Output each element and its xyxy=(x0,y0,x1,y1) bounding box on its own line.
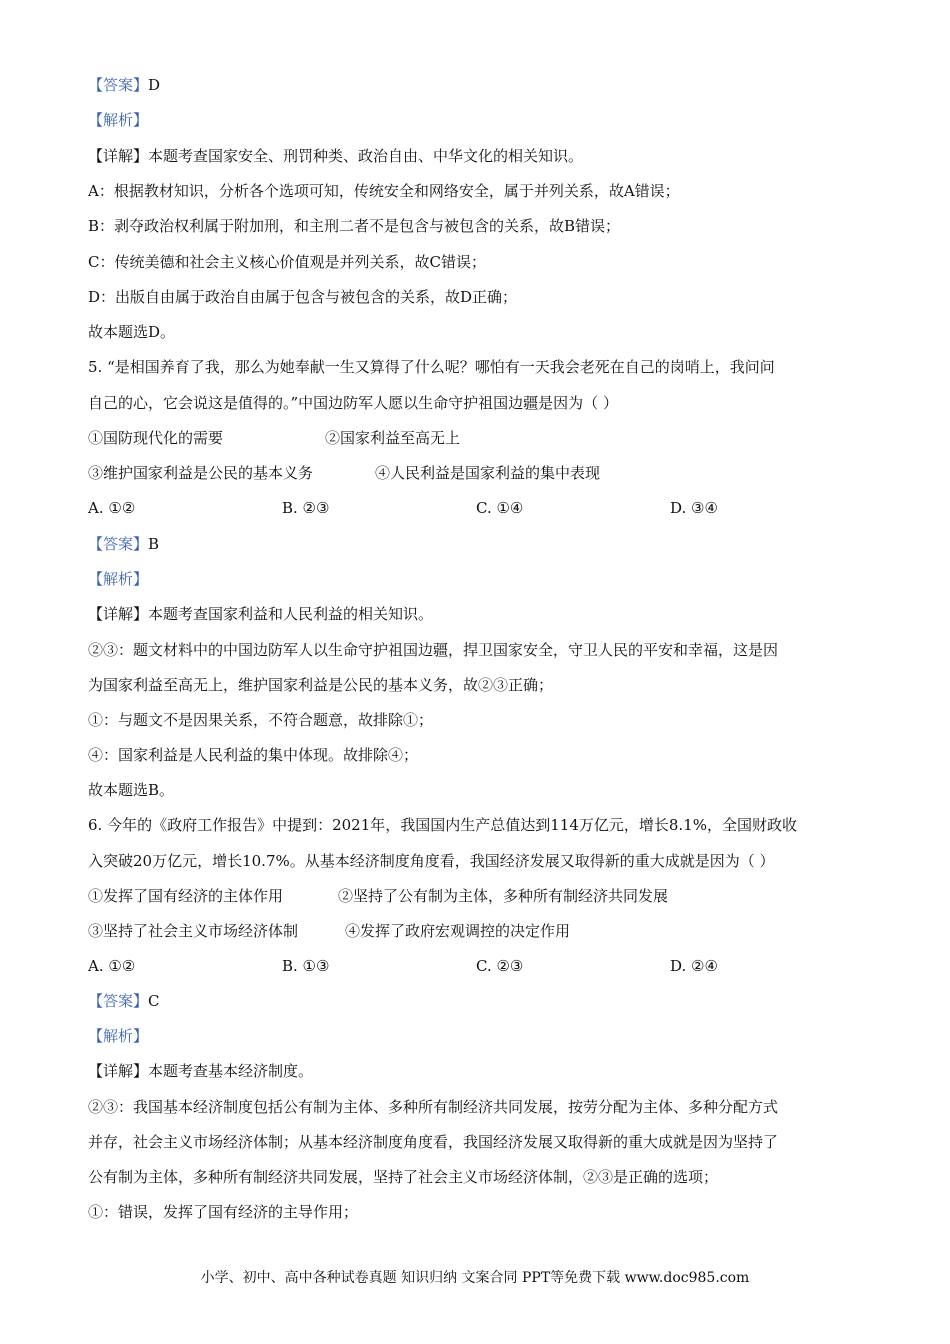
answer-value: D xyxy=(148,76,161,94)
detail-text: 本题考查基本经济制度。 xyxy=(148,1062,314,1080)
question-6-stem: 入突破20万亿元，增长10.7%。从基本经济制度角度看，我国经济发展又取得新的重大成就是因为（ ） xyxy=(88,852,775,870)
explanation-line: A：根据教材知识，分析各个选项可知，传统安全和网络安全，属于并列关系，故A错误； xyxy=(88,182,680,200)
detail-line xyxy=(88,604,433,624)
answer-tag: 【答案】 xyxy=(88,992,149,1010)
page-footer: 小学、初中、高中各种试卷真题 知识归纳 文案合同 PPT等免费下载 www.doc985.com xyxy=(200,1270,750,1286)
detail-line xyxy=(88,1061,313,1081)
option-a: A. ①② xyxy=(88,499,136,517)
question-6-items-row xyxy=(88,886,669,906)
option-b: B. ①③ xyxy=(282,957,330,975)
question-5-items-row xyxy=(88,463,601,483)
explanation-line: 并存，社会主义市场经济体制；从基本经济制度角度看，我国经济发展又取得新的重大成就是因为坚持了 xyxy=(88,1133,779,1151)
question-item: ③维护国家利益是公民的基本义务 xyxy=(88,464,314,482)
option-d: D. ③④ xyxy=(670,499,718,517)
explanation-line: ①：错误，发挥了国有经济的主导作用； xyxy=(88,1203,359,1221)
answer-tag: 【答案】 xyxy=(88,76,149,94)
explanation-line: B：剥夺政治权利属于附加刑，和主刑二者不是包含与被包含的关系，故B错误； xyxy=(88,217,621,235)
detail-tag: 【详解】 xyxy=(88,1062,149,1080)
question-5-stem: 5. “是相国养育了我，那么为她奉献一生又算得了什么呢？哪怕有一天我会老死在自己的岗哨上，我问问 xyxy=(88,358,775,376)
question-6-items-row xyxy=(88,921,571,941)
option-a: A. ①② xyxy=(88,957,136,975)
question-item: ②国家利益至高无上 xyxy=(325,429,461,447)
question-item: ①国防现代化的需要 xyxy=(88,429,224,447)
explanation-line: 公有制为主体，多种所有制经济共同发展，坚持了社会主义市场经济体制，②③是正确的选项； xyxy=(88,1168,719,1186)
conclusion-line: 故本题选D。 xyxy=(88,323,176,341)
explanation-line: ②③：题文材料中的中国边防军人以生命守护祖国边疆，捍卫国家安全，守卫人民的平安和幸福，这是因 xyxy=(88,641,779,659)
detail-tag: 【详解】 xyxy=(88,605,149,623)
question-6-stem: 6. 今年的《政府工作报告》中提到：2021年，我国国内生产总值达到114万亿元，增长8.1%，全国财政收 xyxy=(88,816,797,834)
analysis-tag: 【解析】 xyxy=(88,111,149,129)
answer-value: C xyxy=(148,992,160,1010)
explanation-line: D：出版自由属于政治自由属于包含与被包含的关系，故D正确； xyxy=(88,288,518,306)
detail-text: 本题考查国家安全、刑罚种类、政治自由、中华文化的相关知识。 xyxy=(148,147,584,165)
question-item: ④发挥了政府宏观调控的决定作用 xyxy=(345,922,571,940)
answer-value: B xyxy=(148,535,160,553)
option-c: C. ②③ xyxy=(476,957,524,975)
detail-tag: 【详解】 xyxy=(88,147,149,165)
detail-text: 本题考查国家利益和人民利益的相关知识。 xyxy=(148,605,434,623)
explanation-line: ④：国家利益是人民利益的集中体现。故排除④； xyxy=(88,746,419,764)
explanation-line: ②③：我国基本经济制度包括公有制为主体、多种所有制经济共同发展，按劳分配为主体、多种分配方式 xyxy=(88,1098,779,1116)
answer-line xyxy=(88,75,160,95)
option-d: D. ②④ xyxy=(670,957,718,975)
question-item: ④人民利益是国家利益的集中表现 xyxy=(375,464,601,482)
detail-line xyxy=(88,146,583,166)
analysis-tag: 【解析】 xyxy=(88,1027,149,1045)
answer-tag: 【答案】 xyxy=(88,535,149,553)
conclusion-line: 故本题选B。 xyxy=(88,781,175,799)
answer-line xyxy=(88,534,159,554)
option-c: C. ①④ xyxy=(476,499,524,517)
question-5-items-row xyxy=(88,428,461,448)
explanation-line: C：传统美德和社会主义核心价值观是并列关系，故C错误； xyxy=(88,253,486,271)
question-5-stem: 自己的心，它会说这是值得的。”中国边防军人愿以生命守护祖国边疆是因为（ ） xyxy=(88,394,618,412)
option-b: B. ②③ xyxy=(282,499,330,517)
analysis-tag: 【解析】 xyxy=(88,570,149,588)
answer-line xyxy=(88,991,160,1011)
question-item: ③坚持了社会主义市场经济体制 xyxy=(88,922,299,940)
explanation-line: 为国家利益至高无上，维护国家利益是公民的基本义务，故②③正确； xyxy=(88,676,554,694)
question-item: ①发挥了国有经济的主体作用 xyxy=(88,887,284,905)
question-item: ②坚持了公有制为主体，多种所有制经济共同发展 xyxy=(338,887,669,905)
explanation-line: ①：与题文不是因果关系，不符合题意，故排除①； xyxy=(88,711,434,729)
